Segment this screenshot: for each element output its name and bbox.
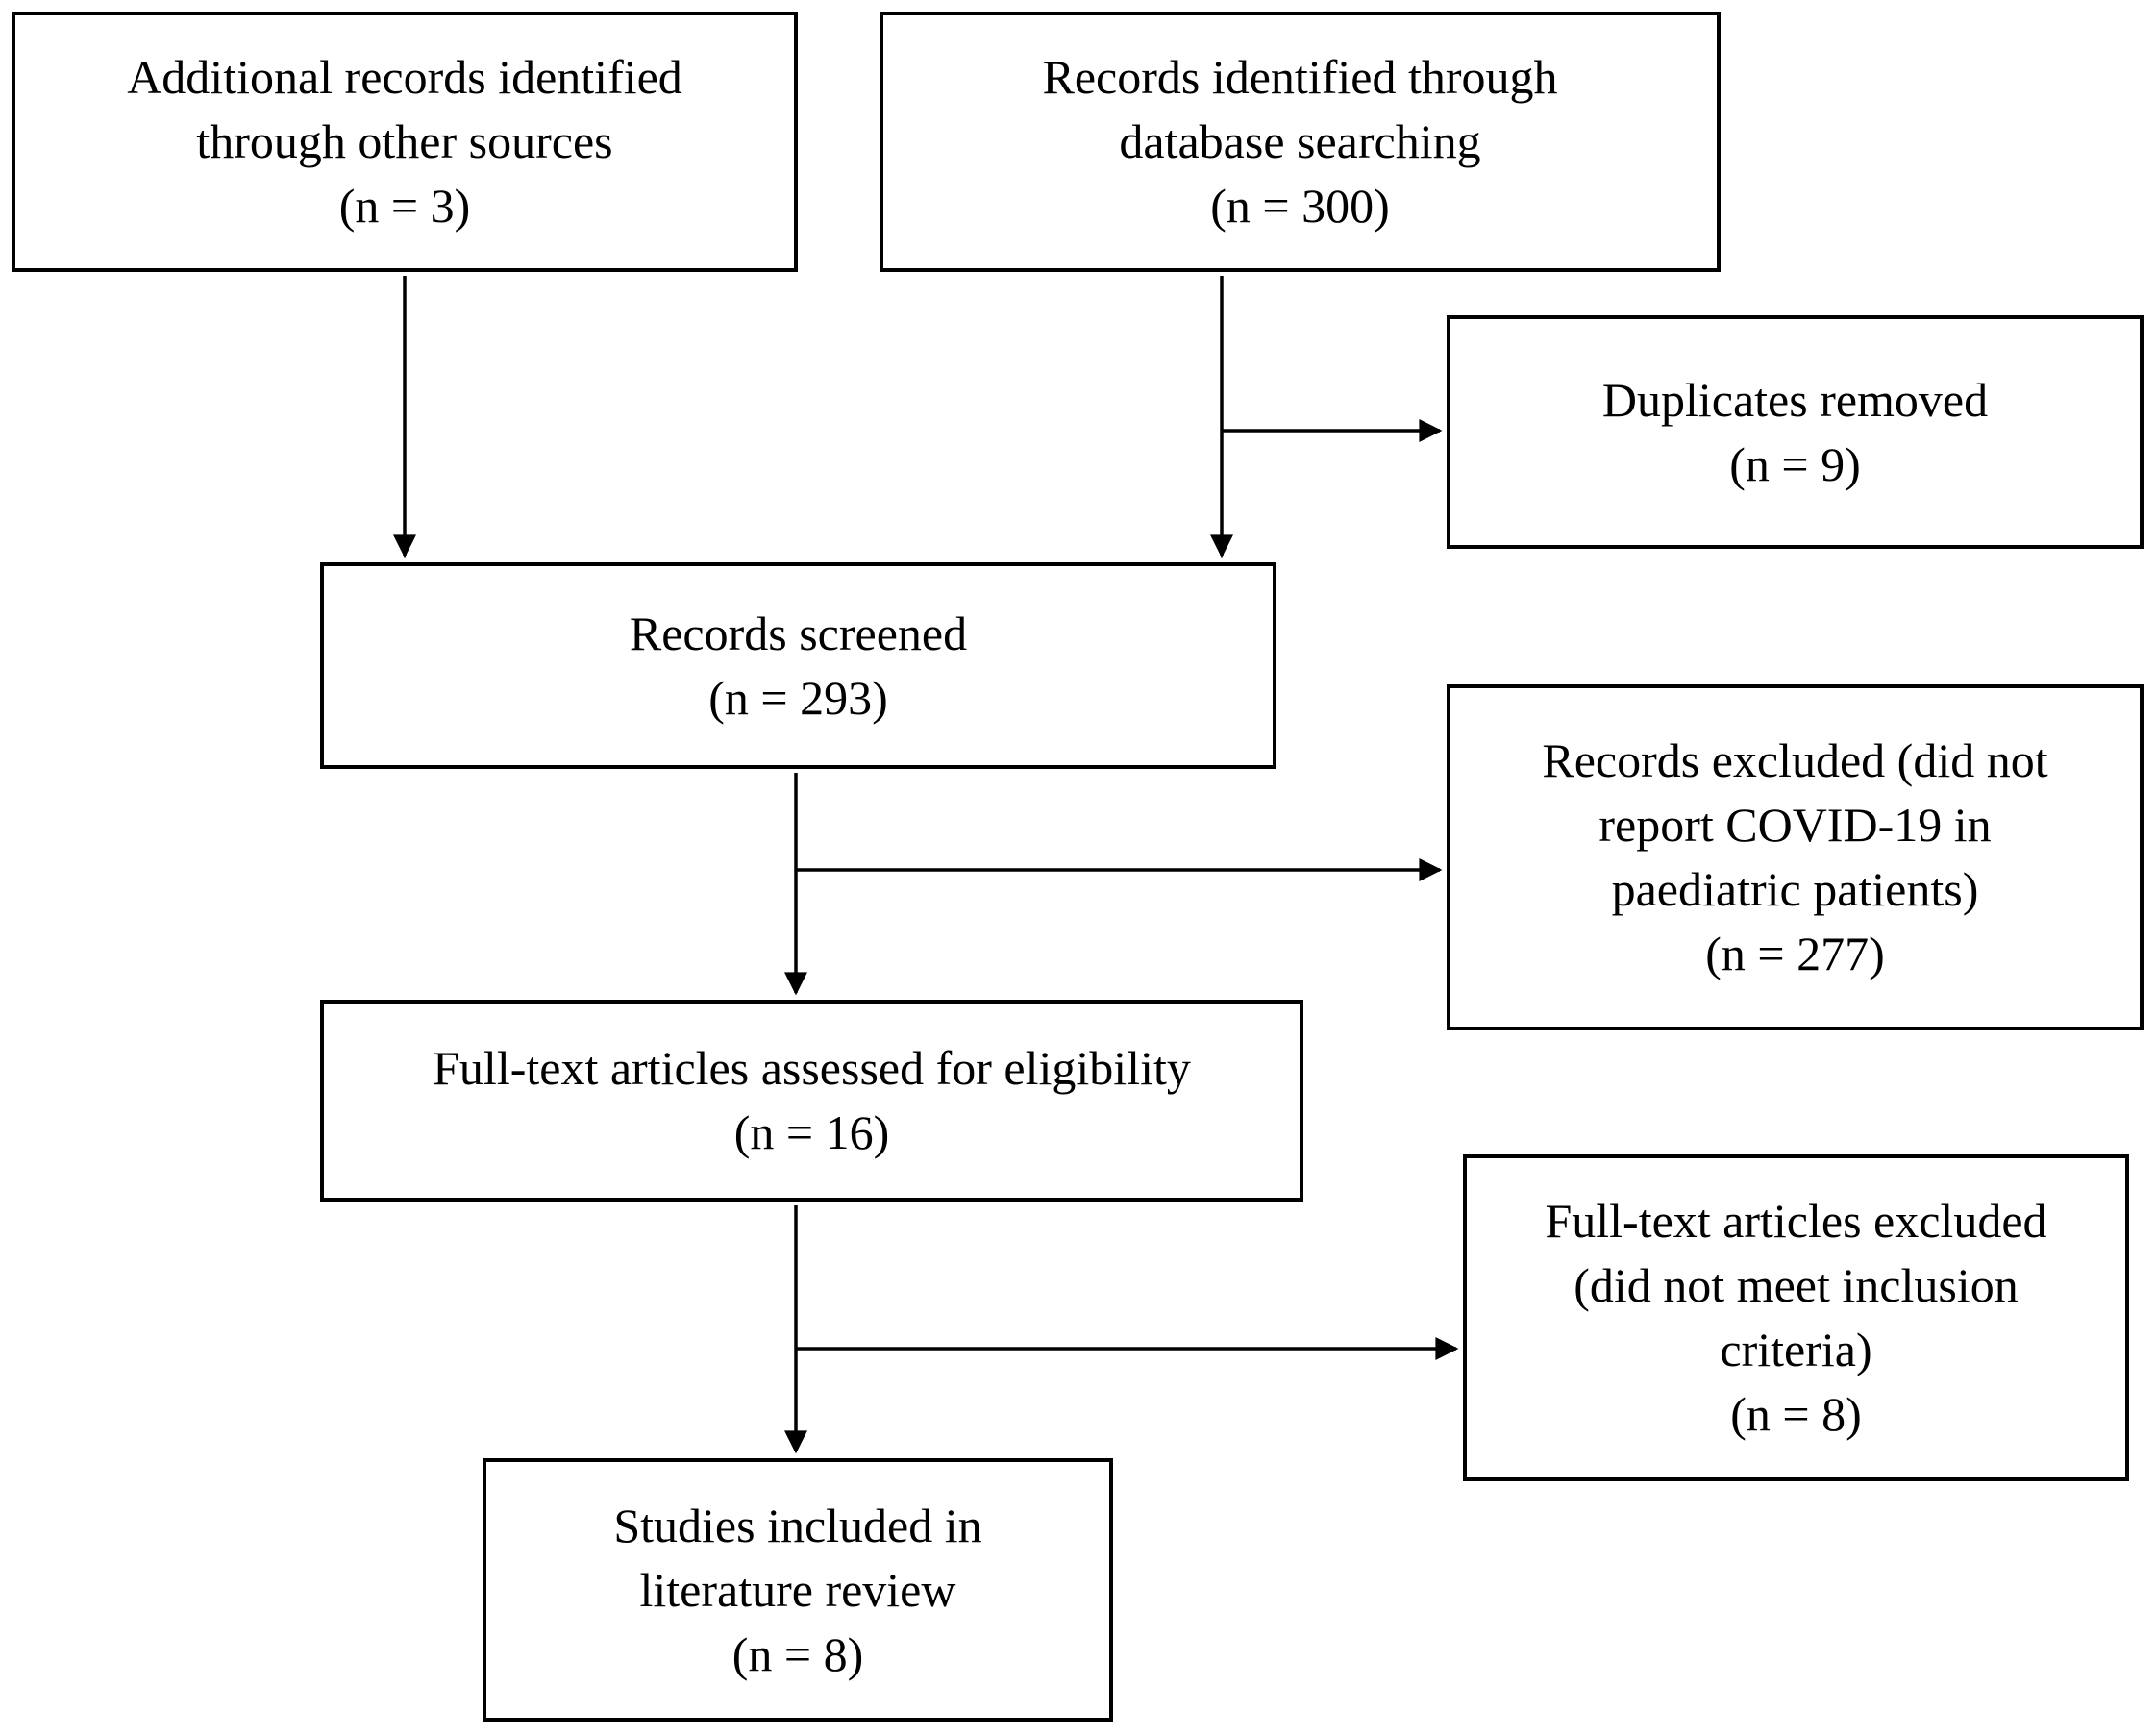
- box-text-line: database searching: [1119, 114, 1481, 168]
- flow-box-fulltext-excluded: [1463, 1154, 2129, 1481]
- box-text-line: Studies included in: [613, 1498, 982, 1552]
- box-text-line: criteria): [1720, 1323, 1872, 1376]
- box-count-label: (n = 3): [338, 179, 471, 233]
- flow-box-studies-included: [483, 1458, 1113, 1722]
- flow-box-fulltext-assessed: [320, 1000, 1303, 1202]
- box-count-label: (n = 293): [708, 670, 888, 725]
- box-text: [127, 45, 682, 238]
- box-text-line: Records identified through: [1042, 50, 1558, 104]
- box-text: [1542, 729, 2047, 986]
- box-count-label: (n = 300): [1210, 179, 1390, 233]
- box-text: [1043, 45, 1558, 238]
- box-text-line: Duplicates removed: [1601, 372, 1989, 427]
- flow-box-duplicates-removed: [1447, 315, 2144, 549]
- box-text: [613, 1494, 981, 1687]
- box-text: [1545, 1189, 2046, 1447]
- box-text-line: through other sources: [196, 114, 613, 168]
- box-text-line: Additional records identified: [127, 50, 682, 104]
- box-text-line: Records screened: [629, 606, 968, 660]
- box-text-line: Full-text articles excluded: [1545, 1194, 2047, 1248]
- flow-box-additional-sources: [12, 12, 798, 272]
- box-text-line: literature review: [639, 1562, 956, 1617]
- box-text: [630, 602, 967, 731]
- box-text-line: report COVID-19 in: [1598, 798, 1992, 852]
- flow-box-database-search: [880, 12, 1721, 272]
- box-count-label: (n = 9): [1729, 436, 1861, 491]
- box-count-label: (n = 277): [1705, 927, 1885, 980]
- box-count-label: (n = 8): [1730, 1387, 1862, 1441]
- box-text-line: paediatric patients): [1611, 862, 1979, 916]
- flow-box-records-screened: [320, 562, 1276, 769]
- box-text: [433, 1036, 1191, 1165]
- flow-box-records-excluded: [1447, 684, 2144, 1030]
- box-text-line: Records excluded (did not: [1542, 733, 2048, 787]
- box-text-line: (did not meet inclusion: [1574, 1258, 2019, 1312]
- box-text-line: Full-text articles assessed for eligibility: [433, 1041, 1191, 1095]
- box-text: [1602, 368, 1988, 497]
- box-count-label: (n = 16): [733, 1105, 890, 1159]
- box-count-label: (n = 8): [731, 1626, 864, 1681]
